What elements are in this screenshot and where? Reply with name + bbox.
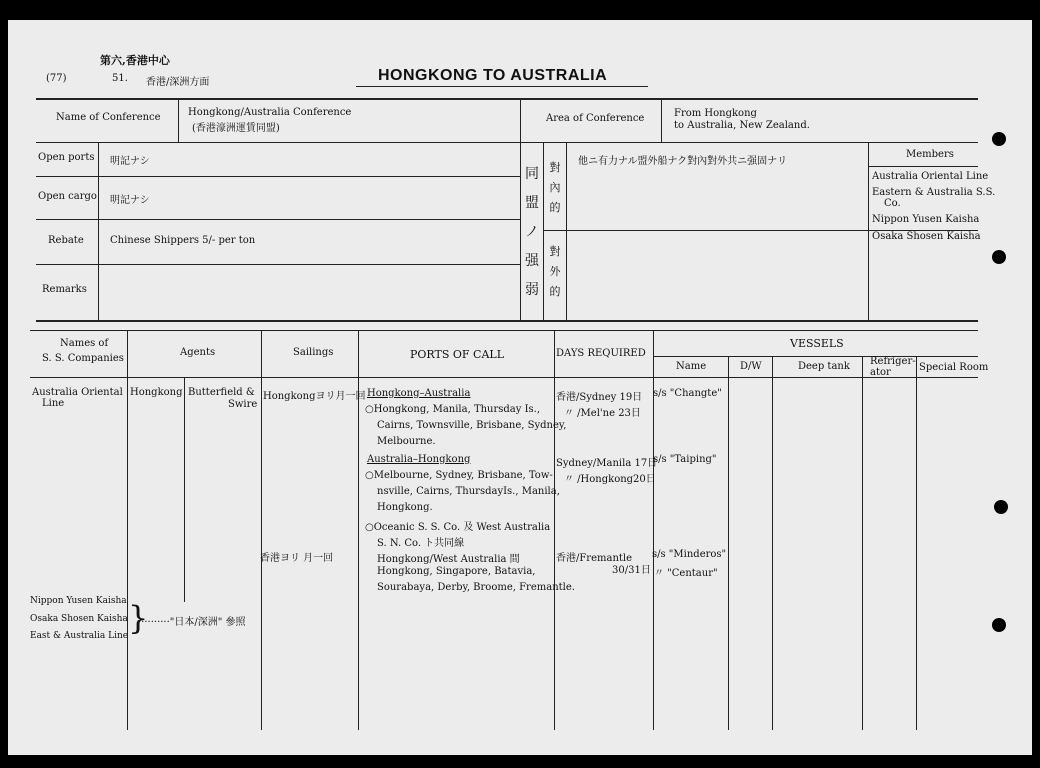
company-name: Line: [42, 398, 65, 409]
col-header-refrigerator: Refriger-: [870, 356, 916, 367]
member-item: Osaka Shosen Kaisha: [872, 231, 981, 242]
col-header-agents: Agents: [180, 347, 216, 358]
punch-hole: [992, 618, 1006, 632]
member-item: Co.: [884, 198, 901, 209]
days-required: 30/31日: [612, 565, 651, 576]
open-ports-value: 明記ナシ: [110, 156, 150, 167]
punch-hole: [992, 250, 1006, 264]
rebate-label: Rebate: [48, 235, 84, 246]
agent-name: Swire: [228, 399, 258, 410]
members-header: Members: [906, 149, 954, 160]
company-name: Australia Oriental: [32, 387, 123, 398]
route-ports: Cairns, Townsville, Brisbane, Sydney,: [377, 420, 567, 431]
region-label: 香港/深洲方面: [146, 77, 210, 88]
area-label: Area of Conference: [546, 113, 645, 124]
route-ports: Hongkong.: [377, 502, 433, 513]
route-ports: Hongkong, Singapore, Batavia,: [377, 566, 536, 577]
open-cargo-label: Open cargo: [38, 191, 97, 202]
conference-name-jp: (香港濠洲運賃同盟): [192, 123, 280, 134]
sailing-frequency: 香港ヨリ 月一回: [260, 553, 334, 564]
punch-hole: [992, 132, 1006, 146]
col-header-ports: PORTS OF CALL: [410, 348, 504, 361]
col-header-vessel-name: Name: [676, 361, 707, 372]
route-ports: S. N. Co. ト共同線: [377, 538, 465, 549]
company-name: East & Australia Line: [30, 631, 129, 641]
days-required: 香港/Fremantle: [556, 553, 633, 564]
conference-name-en: Hongkong/Australia Conference: [188, 107, 352, 118]
series-label: 第六,香港中心: [100, 54, 170, 67]
document-page: [8, 20, 1032, 755]
col-header-names: Names of: [60, 338, 109, 349]
agent-reference: ··········"日本/深洲" 參照: [138, 617, 246, 628]
strength-vertical-label: 同盟ノ强弱: [525, 166, 539, 298]
member-item: Eastern & Australia S.S.: [872, 187, 996, 198]
col-header-deep-tank: Deep tank: [798, 361, 850, 372]
route-ports: ○Melbourne, Sydney, Brisbane, Tow-: [365, 470, 553, 481]
col-header-names: S. S. Companies: [42, 353, 124, 364]
internal-text: 他ニ有力ナル盟外船ナク對內對外共ニ强固ナリ: [578, 156, 788, 167]
col-header-vessels: VESSELS: [790, 337, 844, 350]
company-name: Osaka Shosen Kaisha: [30, 614, 128, 624]
days-required: 〃 /Hongkong20日: [564, 474, 656, 485]
days-required: 香港/Sydney 19日: [556, 392, 643, 403]
punch-hole: [994, 500, 1008, 514]
remarks-label: Remarks: [42, 284, 87, 295]
route-ports: Melbourne.: [377, 436, 436, 447]
agent-place: Hongkong: [130, 387, 183, 398]
route-ports: ○Oceanic S. S. Co. 及 West Australia: [365, 522, 551, 533]
col-header-refrigerator: ator: [870, 367, 891, 378]
page-number: (77): [46, 73, 67, 84]
external-label: 對外的: [549, 245, 561, 298]
route-title: Hongkong–Australia: [367, 388, 471, 399]
member-item: Nippon Yusen Kaisha: [872, 214, 980, 225]
vessel-name: s/s "Minderos": [652, 549, 727, 560]
col-header-dw: D/W: [740, 361, 762, 372]
item-number: 51.: [112, 73, 128, 84]
vessel-name: s/s "Taiping": [653, 454, 717, 465]
company-name: Nippon Yusen Kaisha: [30, 596, 127, 606]
open-cargo-value: 明記ナシ: [110, 195, 150, 206]
area-line2: to Australia, New Zealand.: [674, 120, 810, 131]
route-ports: Hongkong/West Australia 間: [377, 554, 520, 565]
col-header-days: DAYS REQUIRED: [556, 348, 646, 359]
route-ports: ○Hongkong, Manila, Thursday Is.,: [365, 404, 541, 415]
area-line1: From Hongkong: [674, 108, 757, 119]
days-required: 〃 /Mel'ne 23日: [564, 408, 641, 419]
vessel-name: 〃 "Centaur": [654, 568, 718, 579]
conference-name-label: Name of Conference: [56, 112, 161, 123]
agent-name: Butterfield &: [188, 387, 255, 398]
page-title: HONGKONG TO AUSTRALIA: [378, 67, 608, 84]
route-ports: nsville, Cairns, ThursdayIs., Manila,: [377, 486, 560, 497]
col-header-special-room: Special Room: [919, 362, 989, 373]
open-ports-label: Open ports: [38, 152, 95, 163]
days-required: Sydney/Manila 17日: [556, 458, 658, 469]
company-brace: }: [128, 599, 149, 637]
vessel-name: s/s "Changte": [653, 388, 722, 399]
route-title: Australia–Hongkong: [367, 454, 471, 465]
title-underline: [356, 86, 648, 87]
internal-label: 對內的: [549, 161, 561, 214]
member-item: Australia Oriental Line: [872, 171, 989, 182]
col-header-sailings: Sailings: [293, 347, 334, 358]
sailing-frequency: Hongkongヨリ月一回: [263, 391, 366, 402]
route-ports: Sourabaya, Derby, Broome, Fremantle.: [377, 582, 575, 593]
rebate-value: Chinese Shippers 5/- per ton: [110, 235, 256, 246]
